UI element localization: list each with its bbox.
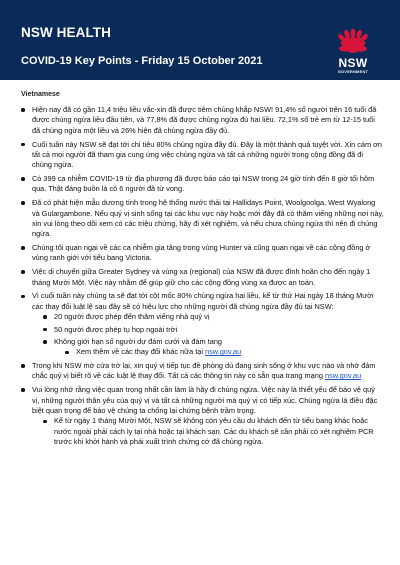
key-point-rule-changes bbox=[21, 291, 384, 357]
rule-change-more-list bbox=[54, 347, 384, 357]
page-subtitle: COVID-19 Key Points - Friday 15 October 2021 bbox=[21, 55, 263, 67]
key-points-list bbox=[21, 105, 384, 448]
page-title: NSW HEALTH bbox=[21, 25, 111, 40]
header-banner bbox=[0, 0, 400, 80]
rule-change-weddings-text: Không giới hạn số người dự đám cưới và đám tang bbox=[54, 336, 222, 346]
waratah-icon bbox=[328, 25, 378, 56]
more-changes-text: Xem thêm về các thay đổi khác nữa tại bbox=[76, 347, 206, 357]
rule-changes-list bbox=[32, 312, 384, 358]
key-point-vaccination-rates: Hiện nay đã có gần 11,4 triệu liều vắc-xin đã được tiêm chủng khắp NSW! 91,4% số người trên 16 tuổi đã được chủng ngừa liều đầu tiên, và 77,8% đã được chủng ngừa đủ hai liều. 72,1% số trẻ em từ 12-15 tuổi đã chủng ngừa một liều và 26% hiện đã chủng ngừa đầy đủ. bbox=[21, 105, 384, 136]
key-point-get-vaccinated bbox=[21, 385, 384, 447]
key-point-80-percent-target: Cuối tuần này NSW sẽ đạt tới chỉ tiêu 80% chủng ngừa đầy đủ. Đây là một thành quả tuyệt vời. Xin cám ơn tất cả mọi người đã tham gia cung ứng việc chủng ngừa và tất cả những người trong cộng đồng đã đi chủng ngừa. bbox=[21, 140, 384, 171]
key-point-reopening-caution bbox=[21, 361, 384, 382]
nsw-gov-link[interactable]: nsw.gov.au bbox=[324, 371, 362, 381]
reopening-text: Trong khi NSW mở cửa trở lại, xin quý vị tiếp tục đề phòng dù đang sinh sống ở khu vực nào và nhớ đảm chắc quý vị biết rõ về các luật lệ thay đổi. Tất cả các thông tin này có sẵn qua trang mạng bbox=[32, 361, 376, 381]
key-point-sewage-detections: Đã có phát hiện mẫu dương tính trong hệ thống nước thải tại Hallidays Point, Woolgoolga, West Wyalong và Gulargambone. Nếu quý vị sinh sống tại các khu vực này hoặc mới đây đã có thăm viếng những nơi này, xin vui lòng theo dõi xem có các triệu chứng, hãy đi xét nghiệm, và nếu chưa chủng ngừa thì nên đi chủng ngừa. bbox=[21, 198, 384, 240]
key-point-case-numbers: Có 399 ca nhiễm COVID-19 từ địa phương đã được báo cáo tại NSW trong 24 giờ tính đến 8 giờ tối hôm qua. Thật đáng buồn là có 6 người đã từ vong. bbox=[21, 174, 384, 195]
nsw-gov-link[interactable]: nsw.gov.au bbox=[205, 347, 242, 357]
key-point-hunter-concern: Chúng tôi quan ngại về các ca nhiễm gia tăng trong vùng Hunter và cũng quan ngại về các cộng đồng ở vùng ranh giới với tiểu bang Victoria. bbox=[21, 243, 384, 264]
key-point-regional-travel: Việc di chuyển giữa Greater Sydney và vùng xa (regional) của NSW đã được đình hoãn cho đến ngày 1 tháng Mười Một. Việc này nhằm để giúp giữ cho các cộng đồng vùng xa được an toàn. bbox=[21, 267, 384, 288]
rule-change-weddings-funerals bbox=[43, 337, 384, 358]
rule-change-outdoor-gatherings: 50 người được phép tụ họp ngoài trời bbox=[43, 325, 384, 335]
logo-wordmark: NSW bbox=[338, 56, 368, 70]
key-points bbox=[21, 105, 384, 451]
rule-changes-intro: Vì cuối tuần này chúng ta sẽ đạt tới cột mốc 80% chủng ngừa hai liều, kể từ thứ Hai ngày 18 tháng Mười các thay đổi luật lệ sau đây sẽ có hiệu lực cho những người đã chủng ngừa đầy đủ tại NSW: bbox=[32, 291, 374, 311]
nsw-government-logo bbox=[328, 25, 378, 77]
travel-rules-list bbox=[32, 416, 384, 447]
get-vaccinated-text: Vui lòng nhớ rằng việc quan trọng nhất cần làm là hãy đi chủng ngừa. Việc này là thiết yếu để bảo vệ quý vị, những người thân yêu của quý vị và tất cả những người mà quý vị có tiếp xúc. Chúng ngừa là điều đặc biệt quan trọng để bảo vệ chúng ta chống lại chứng bệnh trầm trọng. bbox=[32, 385, 378, 415]
more-changes-item bbox=[65, 347, 384, 357]
language-label: Vietnamese bbox=[21, 91, 60, 98]
travel-rule-no-quarantine: Kể từ ngày 1 tháng Mười Một, NSW sẽ không còn yêu cầu du khách đến từ tiểu bang khác hoặc nước ngoài phải cách ly tại nhà hoặc tại khách sạn. Các du khách sẽ cần phải có xét nghiệm PCR trước khi khởi hành và phải xuất trình chứng cớ đã chủng ngừa. bbox=[43, 416, 384, 447]
logo-subtext: GOVERNMENT bbox=[337, 70, 369, 74]
rule-change-home-visitors: 20 người được phép đến thăm viếng nhà quý vị bbox=[43, 312, 384, 322]
